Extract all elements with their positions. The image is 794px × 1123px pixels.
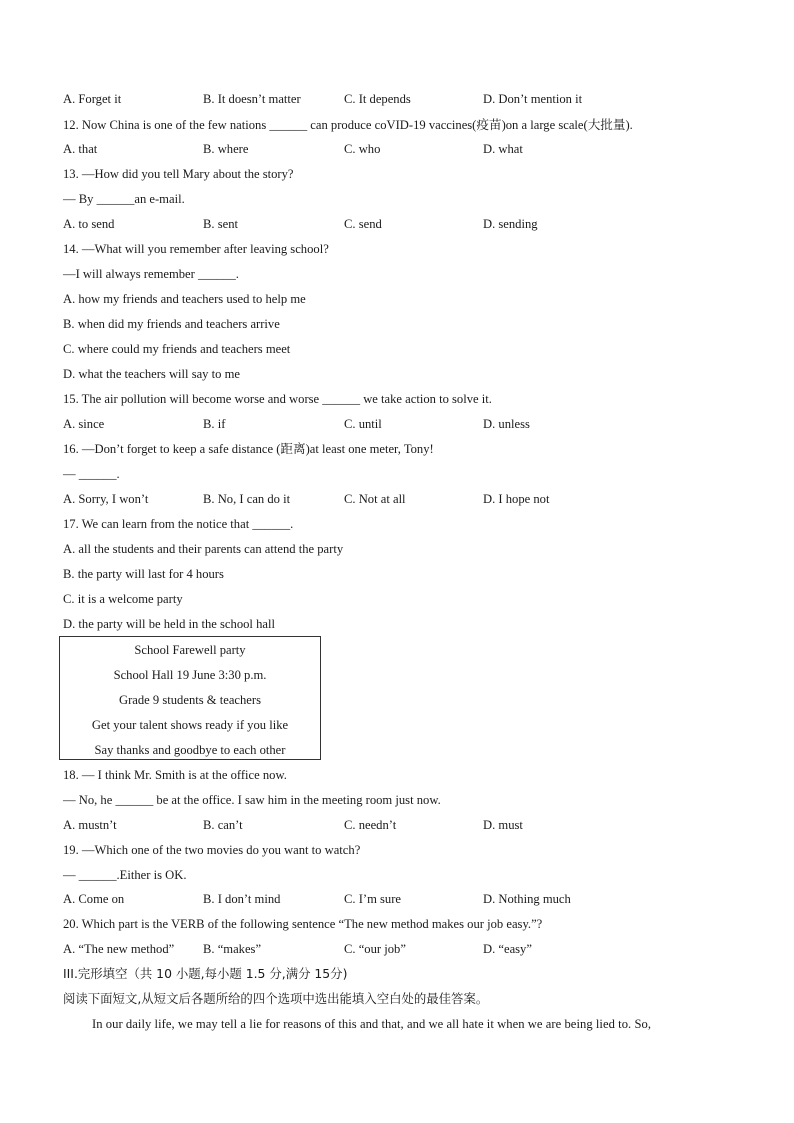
q13-option-b: B. sent <box>203 217 238 231</box>
notice-title: School Farewell party <box>134 643 246 657</box>
q16-option-d: D. I hope not <box>483 492 550 506</box>
q20-stem: 20. Which part is the VERB of the following sentence “The new method makes our job easy.”? <box>63 917 543 931</box>
q11-options <box>63 90 743 108</box>
q13-option-a: A. to send <box>63 217 115 231</box>
q16-option-a: A. Sorry, I won’t <box>63 492 149 506</box>
q15-stem: 15. The air pollution will become worse and worse ______ we take action to solve it. <box>63 392 492 406</box>
q18-option-b: B. can’t <box>203 818 243 832</box>
q12-option-c: C. who <box>344 142 381 156</box>
q12-options <box>63 140 743 158</box>
q12-option-d: D. what <box>483 142 523 156</box>
section-heading: III.完形填空（共 10 小题,每小题 1.5 分,满分 15分) <box>63 966 348 981</box>
q14-option-a: A. how my friends and teachers used to help me <box>63 292 306 306</box>
q18-option-c: C. needn’t <box>344 818 397 832</box>
q16-option-c: C. Not at all <box>344 492 406 506</box>
q14-option-c: C. where could my friends and teachers meet <box>63 342 291 356</box>
q15-option-a: A. since <box>63 417 105 431</box>
q15-option-d: D. unless <box>483 417 530 431</box>
q19-option-d: D. Nothing much <box>483 892 571 906</box>
q16-question: 16. —Don’t forget to keep a safe distance (距离)at least one meter, Tony! <box>63 442 434 456</box>
q14-answer-line: —I will always remember ______. <box>63 267 239 281</box>
q17-option-a: A. all the students and their parents can attend the party <box>63 542 344 556</box>
q16-options <box>63 490 743 508</box>
q12-option-a: A. that <box>63 142 98 156</box>
section-instruction: 阅读下面短文,从短文后各题所给的四个选项中选出能填入空白处的最佳答案。 <box>63 991 489 1006</box>
q16-option-b: B. No, I can do it <box>203 492 291 506</box>
q13-option-c: C. send <box>344 217 382 231</box>
q18-options <box>63 816 743 834</box>
q11-option-d: D. Don’t mention it <box>483 92 583 106</box>
q19-option-b: B. I don’t mind <box>203 892 281 906</box>
q11-option-c: C. It depends <box>344 92 411 106</box>
q11-option-b: B. It doesn’t matter <box>203 92 301 106</box>
q19-option-a: A. Come on <box>63 892 125 906</box>
q17-stem: 17. We can learn from the notice that ______. <box>63 517 294 531</box>
notice-box <box>59 636 321 760</box>
q17-option-b: B. the party will last for 4 hours <box>63 567 224 581</box>
q18-option-a: A. mustn’t <box>63 818 117 832</box>
q20-options <box>63 940 743 958</box>
q18-question: 18. — I think Mr. Smith is at the office now. <box>63 768 287 782</box>
q13-option-d: D. sending <box>483 217 538 231</box>
q18-option-d: D. must <box>483 818 523 832</box>
q19-option-c: C. I’m sure <box>344 892 402 906</box>
passage-first-line: In our daily life, we may tell a lie for reasons of this and that, and we all hate it when we are being lied to. So, <box>92 1017 652 1031</box>
q14-option-d: D. what the teachers will say to me <box>63 367 240 381</box>
q15-options <box>63 415 743 433</box>
q13-options <box>63 215 743 233</box>
q13-question: 13. —How did you tell Mary about the story? <box>63 167 294 181</box>
q14-question: 14. —What will you remember after leaving school? <box>63 242 329 256</box>
q17-option-c: C. it is a welcome party <box>63 592 183 606</box>
q19-answer-line: — ______.Either is OK. <box>63 868 187 882</box>
q17-option-d: D. the party will be held in the school hall <box>63 617 275 631</box>
q19-question: 19. —Which one of the two movies do you want to watch? <box>63 843 361 857</box>
q18-answer-line: — No, he ______ be at the office. I saw him in the meeting room just now. <box>63 793 441 807</box>
q13-answer-line: — By ______an e-mail. <box>63 192 185 206</box>
q11-option-a: A. Forget it <box>63 92 122 106</box>
notice-place-time: School Hall 19 June 3:30 p.m. <box>113 668 267 682</box>
q20-option-b: B. “makes” <box>203 942 262 956</box>
notice-attendees: Grade 9 students & teachers <box>119 693 261 707</box>
q14-option-b: B. when did my friends and teachers arrive <box>63 317 280 331</box>
q16-answer-line: — ______. <box>63 467 120 481</box>
q12-stem: 12. Now China is one of the few nations ______ can produce coVID-19 vaccines(疫苗)on a large scale(大批量). <box>63 118 633 132</box>
q20-option-a: A. “The new method” <box>63 942 175 956</box>
q19-options <box>63 890 743 908</box>
q15-option-c: C. until <box>344 417 382 431</box>
q12-option-b: B. where <box>203 142 249 156</box>
q20-option-d: D. “easy” <box>483 942 532 956</box>
q15-option-b: B. if <box>203 417 226 431</box>
q20-option-c: C. “our job” <box>344 942 406 956</box>
notice-goodbye: Say thanks and goodbye to each other <box>94 743 286 757</box>
notice-talent: Get your talent shows ready if you like <box>91 718 289 732</box>
